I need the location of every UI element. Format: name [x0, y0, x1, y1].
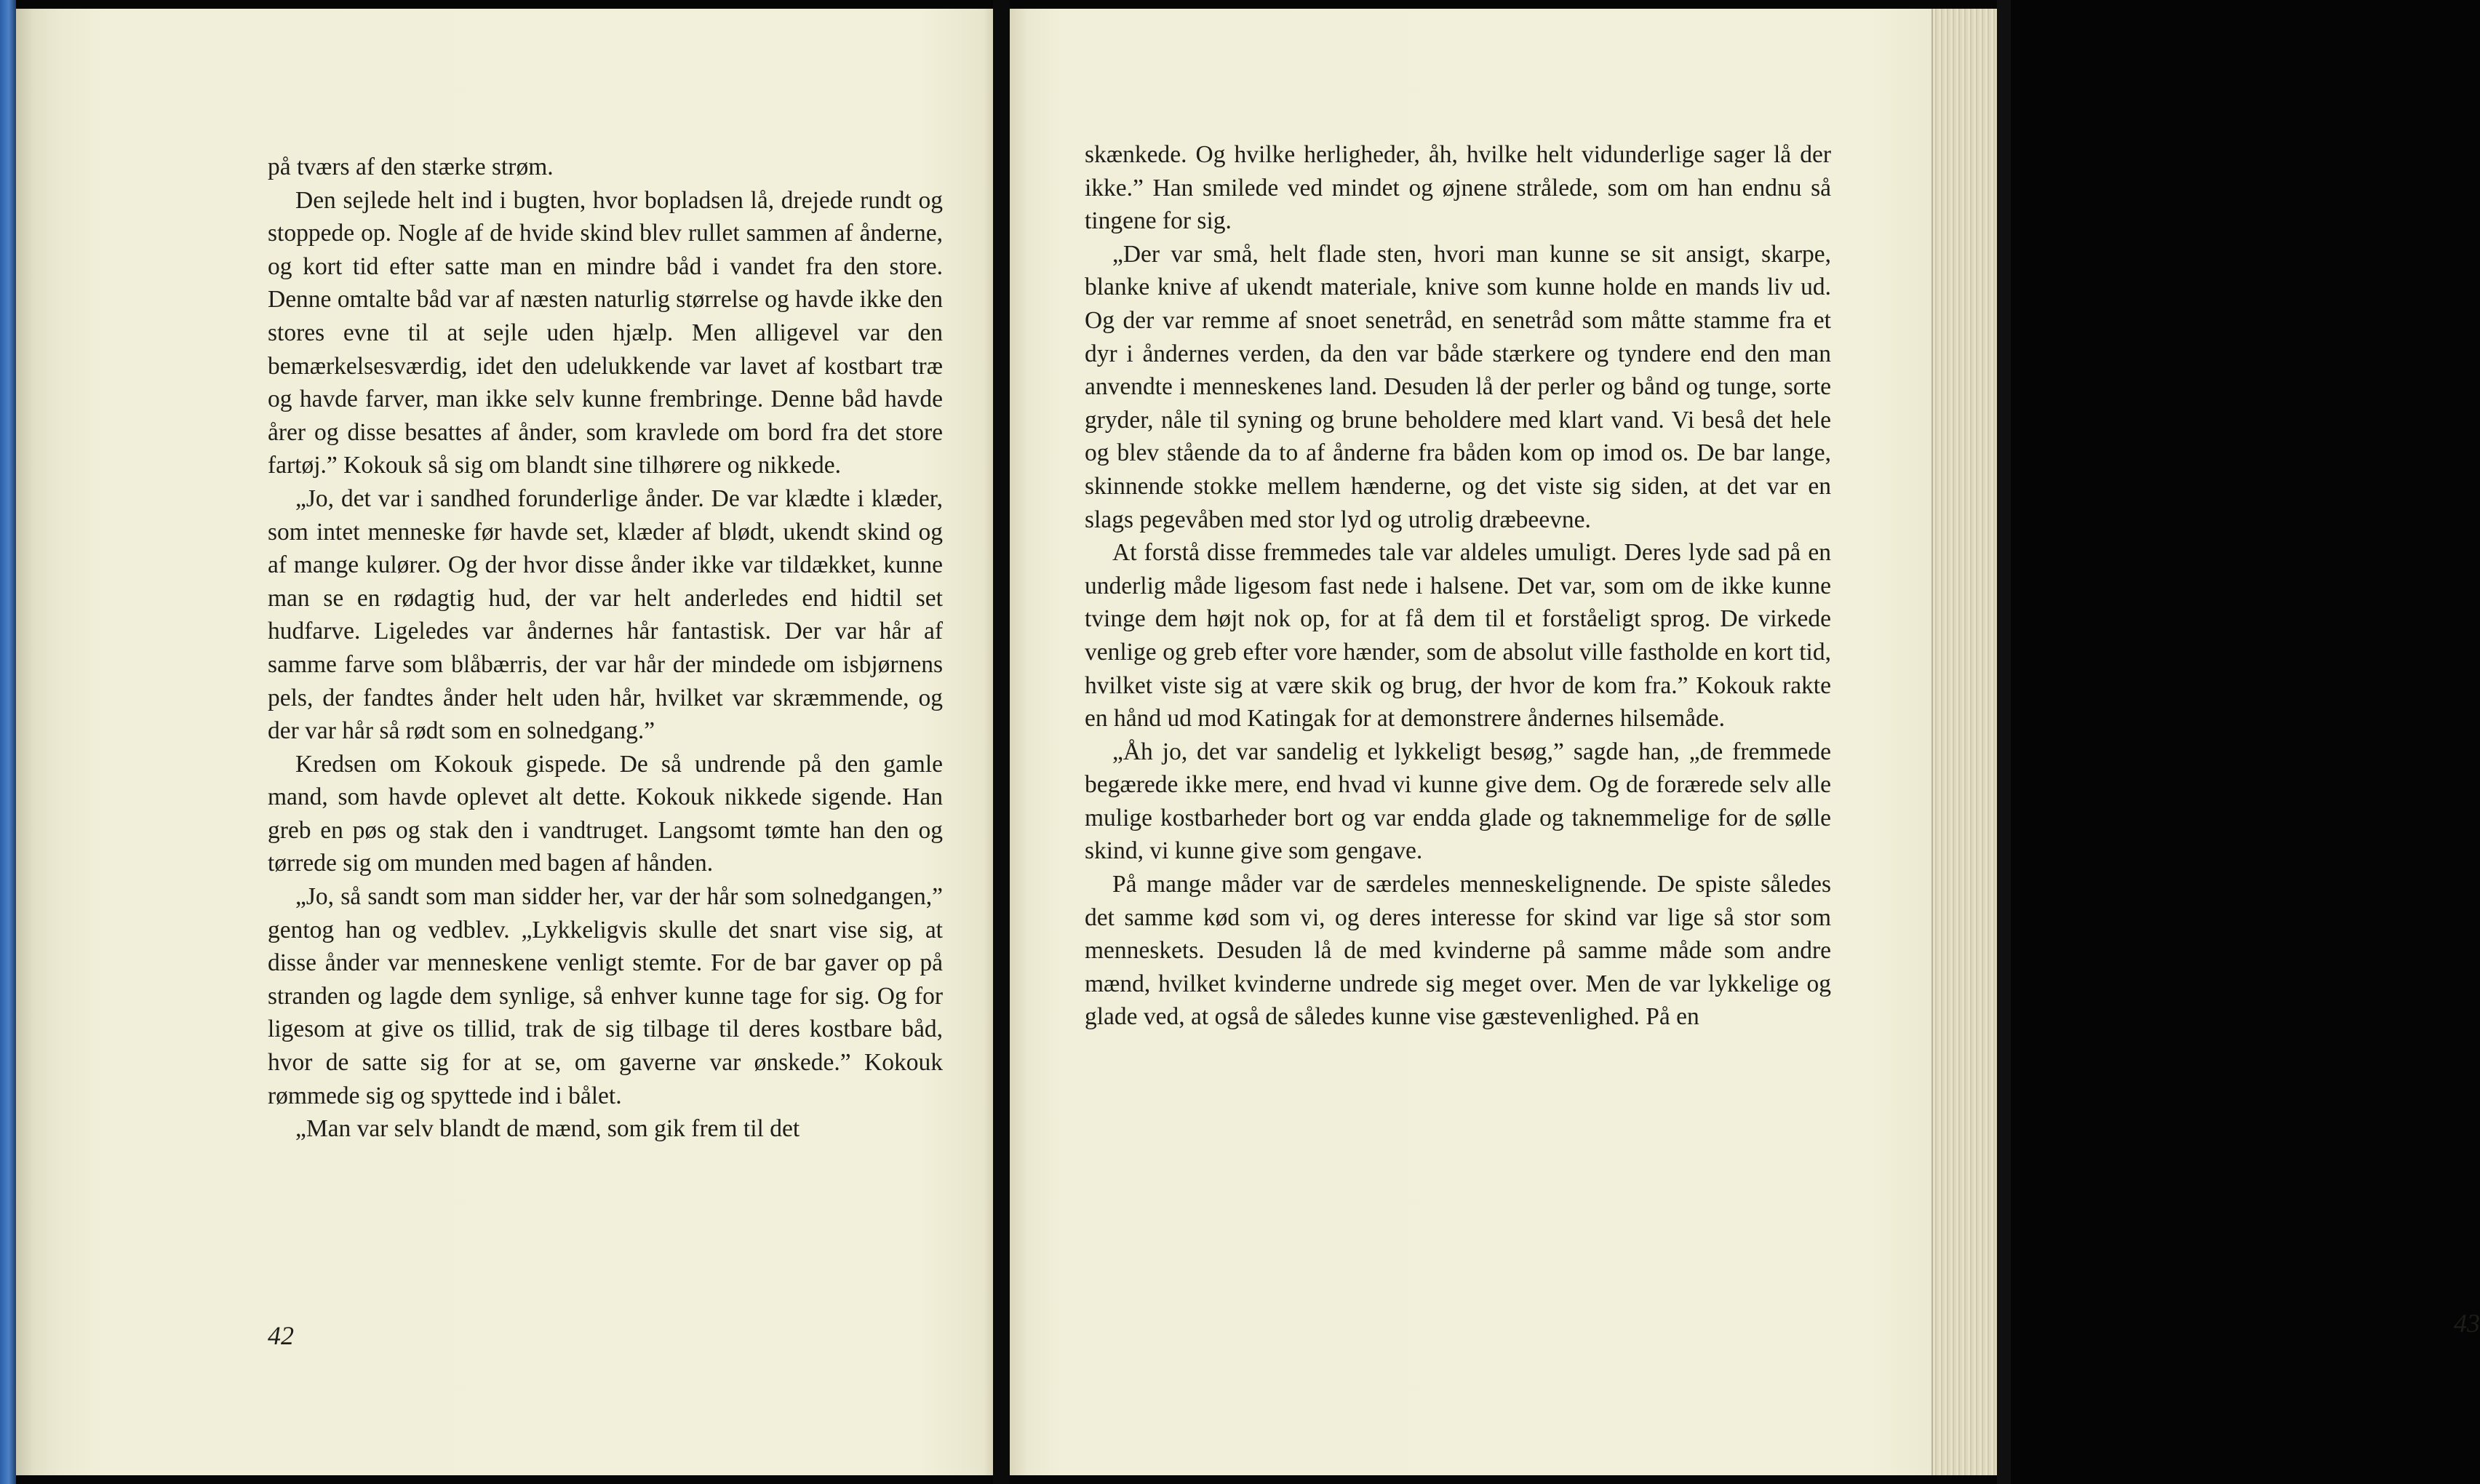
- right-page: [1010, 9, 2480, 1475]
- paragraph: „Jo, så sandt som man sidder her, var der hår som solnedgangen,” gentog han og vedblev. „Lykkeligvis skulle det snart vise sig, at disse ånder var menneskene venligt stemte. For de bar gaver op på stranden og lagde dem synlige, så enhver kunne tage for sig. Og for ligesom at give os tillid, trak de sig tilbage til deres kostbare båd, hvor de satte sig for at se, om gaverne var ønskede.” Kokouk rømmede sig og spyttede ind i bålet.: [268, 883, 943, 1109]
- right-cover-edge: [1997, 0, 2011, 1484]
- paragraph: skænkede. Og hvilke herligheder, åh, hvilke helt vidunderlige sager lå der ikke.” Han smilede ved mindet og øjnene strålede, som om han endnu så tingene for sig.: [1085, 141, 1831, 235]
- left-page: [16, 9, 993, 1475]
- paragraph: „Åh jo, det var sandelig et lykkeligt besøg,” sagde han, „de fremmede begærede ikke mere, end hvad vi kunne give dem. Og de forærede selv alle mulige kostbarheder bort og var endda glade og taknemmelige for de sølle skind, vi kunne give som gengave.: [1085, 738, 1831, 865]
- paragraph: Kredsen om Kokouk gispede. De så undrende på den gamle mand, som havde oplevet alt dette. Kokouk nikkede sigende. Han greb en pøs og stak den i vandtruget. Langsomt tømte han den og tørrede sig om munden med bagen af hånden.: [268, 750, 943, 877]
- page-number-left: 42: [268, 1321, 294, 1350]
- left-cover-edge: [0, 0, 16, 1484]
- paragraph: På mange måder var de særdeles menneskelignende. De spiste således det samme kød som vi, og deres interesse for skind var lige så stor som menneskets. Desuden lå de med kvinderne på samme måde som andre mænd, hvilket kvinderne undrede sig meget over. Men de var lykkelige og glade ved, at også de således kunne vise gæstevenlighed. På en: [1085, 871, 1831, 1031]
- page-block-edges: [1931, 9, 2006, 1475]
- paragraph: At forstå disse fremmedes tale var aldeles umuligt. Deres lyde sad på en underlig måde ligesom fast nede i halsene. Det var, som om de ikke kunne tvinge dem højt nok op, for at få dem til et forståeligt sprog. De virkede venlige og greb efter vore hænder, som de absolut ville fastholde en kort tid, hvilket viste sig at være skik og brug, der hvor de kom fra.” Kokouk rakte en hånd ud mod Katingak for at demonstrere åndernes hilsemåde.: [1085, 539, 1831, 733]
- paragraph: „Jo, det var i sandhed forunderlige ånder. De var klædte i klæder, som intet menneske før havde set, klæder af blødt, ukendt skind og af mange kulører. Og der hvor disse ånder ikke var tildækket, kunne man se en rødagtig hud, der var helt anderledes end hidtil set hudfarve. Ligeledes var åndernes hår fantastisk. Der var hår af samme farve som blåbærris, der var hår der mindede om isbjørnens pels, der fandtes ånder helt uden hår, hvilket var skræmmende, og der var hår så rødt som en solnedgang.”: [268, 484, 943, 745]
- paragraph: „Man var selv blandt de mænd, som gik frem til det: [295, 1115, 800, 1143]
- left-page-text: [268, 151, 943, 1146]
- page-number-right: 43: [2454, 1309, 2480, 1338]
- book-spine-gutter: [993, 0, 1010, 1484]
- right-page-text: [1085, 138, 1831, 1034]
- paragraph: „Der var små, helt flade sten, hvori man kunne se sit ansigt, skarpe, blanke knive af ukendt materiale, knive som kunne holde en mands liv ud. Og der var remme af snoet senetråd, en senetråd som måtte stamme fra et dyr i åndernes verden, da den var både stærkere og tyndere end den man anvendte i menneskenes land. Desuden lå der perler og bånd og tunge, sorte gryder, nåle til syning og brune beholdere med klart vand. Vi beså det hele og blev stående da to af ånderne fra båden kom op imod os. De bar lange, skinnende stokke mellem hænderne, og det viste sig siden, at det var en slags pegevåben med stor lyd og utrolig dræbeevne.: [1085, 240, 1831, 533]
- paragraph: på tværs af den stærke strøm.: [268, 153, 554, 180]
- paragraph: Den sejlede helt ind i bugten, hvor bopladsen lå, drejede rundt og stoppede op. Nogle af de hvide skind blev rullet sammen af ånderne, og kort tid efter satte man en mindre båd i vandet fra den store. Denne omtalte båd var af næsten naturlig størrelse og havde ikke den stores evne til at sejle uden hjælp. Men alligevel var den bemærkelsesværdig, idet den udelukkende var lavet af kostbart træ og havde farver, man ikke selv kunne frembringe. Denne båd havde årer og disse besattes af ånder, som kravlede om bord fra det store fartøj.” Kokouk så sig om blandt sine tilhørere og nikkede.: [268, 186, 943, 479]
